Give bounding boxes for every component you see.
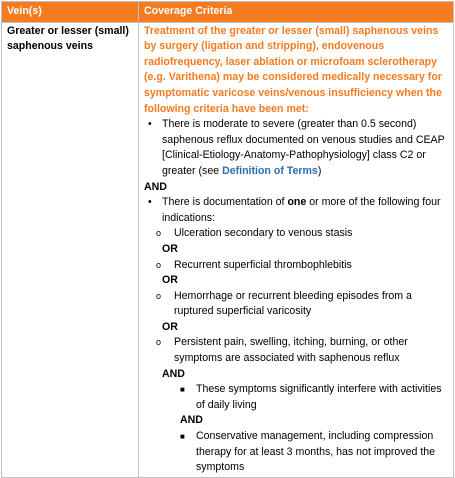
sub-criterion-text: Conservative management, including compression therapy for at least 3 months, has not improved the symptoms <box>196 430 436 474</box>
circle-bullet-icon: o <box>156 290 162 301</box>
conjunction-or: OR <box>162 242 178 255</box>
indication-text: Persistent pain, swelling, itching, burning, or other symptoms are associated with saphenous reflux <box>174 336 408 365</box>
criterion-reflux-text: There is moderate to severe (greater than 0.5 second) saphenous reflux documented on venous studies and CEAP [Clinical-Etiology-Anatomy-Pathophysiology] class C2 or greater (see <box>162 118 445 177</box>
square-bullet-icon: ■ <box>180 385 185 395</box>
conjunction-and: AND <box>180 414 203 427</box>
table-header-row <box>2 2 454 23</box>
criterion-indications-end: or more of the following four indications: <box>162 196 441 224</box>
square-bullet-icon: ■ <box>180 432 185 442</box>
indication-hemorrhage <box>144 289 448 320</box>
sub-criterion-conservative-management <box>144 429 448 476</box>
sub-criterion-daily-living <box>144 382 448 413</box>
indication-text: Hemorrhage or recurrent bleeding episodes from a ruptured superficial varicosity <box>174 289 412 318</box>
header-veins: Vein(s) <box>2 2 139 23</box>
conjunction-or: OR <box>162 320 178 333</box>
indication-persistent-symptoms <box>144 335 448 366</box>
criterion-reflux <box>144 117 448 179</box>
vein-cell: Greater or lesser (small) saphenous veins <box>2 22 139 477</box>
criterion-reflux-end: ) <box>317 164 322 177</box>
header-coverage-criteria: Coverage Criteria <box>139 2 454 23</box>
bullet-icon: • <box>148 196 152 209</box>
circle-bullet-icon: o <box>156 259 162 270</box>
criterion-indications <box>144 195 448 226</box>
coverage-criteria-table <box>1 1 454 478</box>
indication-thrombophlebitis <box>144 258 448 274</box>
sub-criterion-text: These symptoms significantly interfere with activities of daily living <box>196 383 442 411</box>
conjunction-and: AND <box>144 180 167 193</box>
bullet-icon: • <box>148 118 152 131</box>
circle-bullet-icon: o <box>156 228 162 239</box>
indication-text: Recurrent superficial thrombophlebitis <box>174 258 352 271</box>
criterion-indications-text: There is documentation of <box>162 196 288 209</box>
indication-ulceration <box>144 226 448 242</box>
criteria-cell <box>139 22 454 477</box>
circle-bullet-icon: o <box>156 337 162 348</box>
definition-of-terms-link[interactable]: Definition of Terms <box>222 164 318 177</box>
indication-text: Ulceration secondary to venous stasis <box>174 227 353 240</box>
conjunction-or: OR <box>162 274 178 287</box>
conjunction-and: AND <box>162 367 185 380</box>
criterion-indications-emphasis: one <box>287 196 307 209</box>
table-row <box>2 22 454 477</box>
criteria-intro: Treatment of the greater or lesser (small) saphenous veins by surgery (ligation and stripping), endovenous radiofrequency, laser ablation or microfoam sclerotherapy (e.g. Varithena) may be considered medically necessary for symptomatic varicose veins/venous insufficiency when the following criteria have been met: <box>144 24 442 115</box>
